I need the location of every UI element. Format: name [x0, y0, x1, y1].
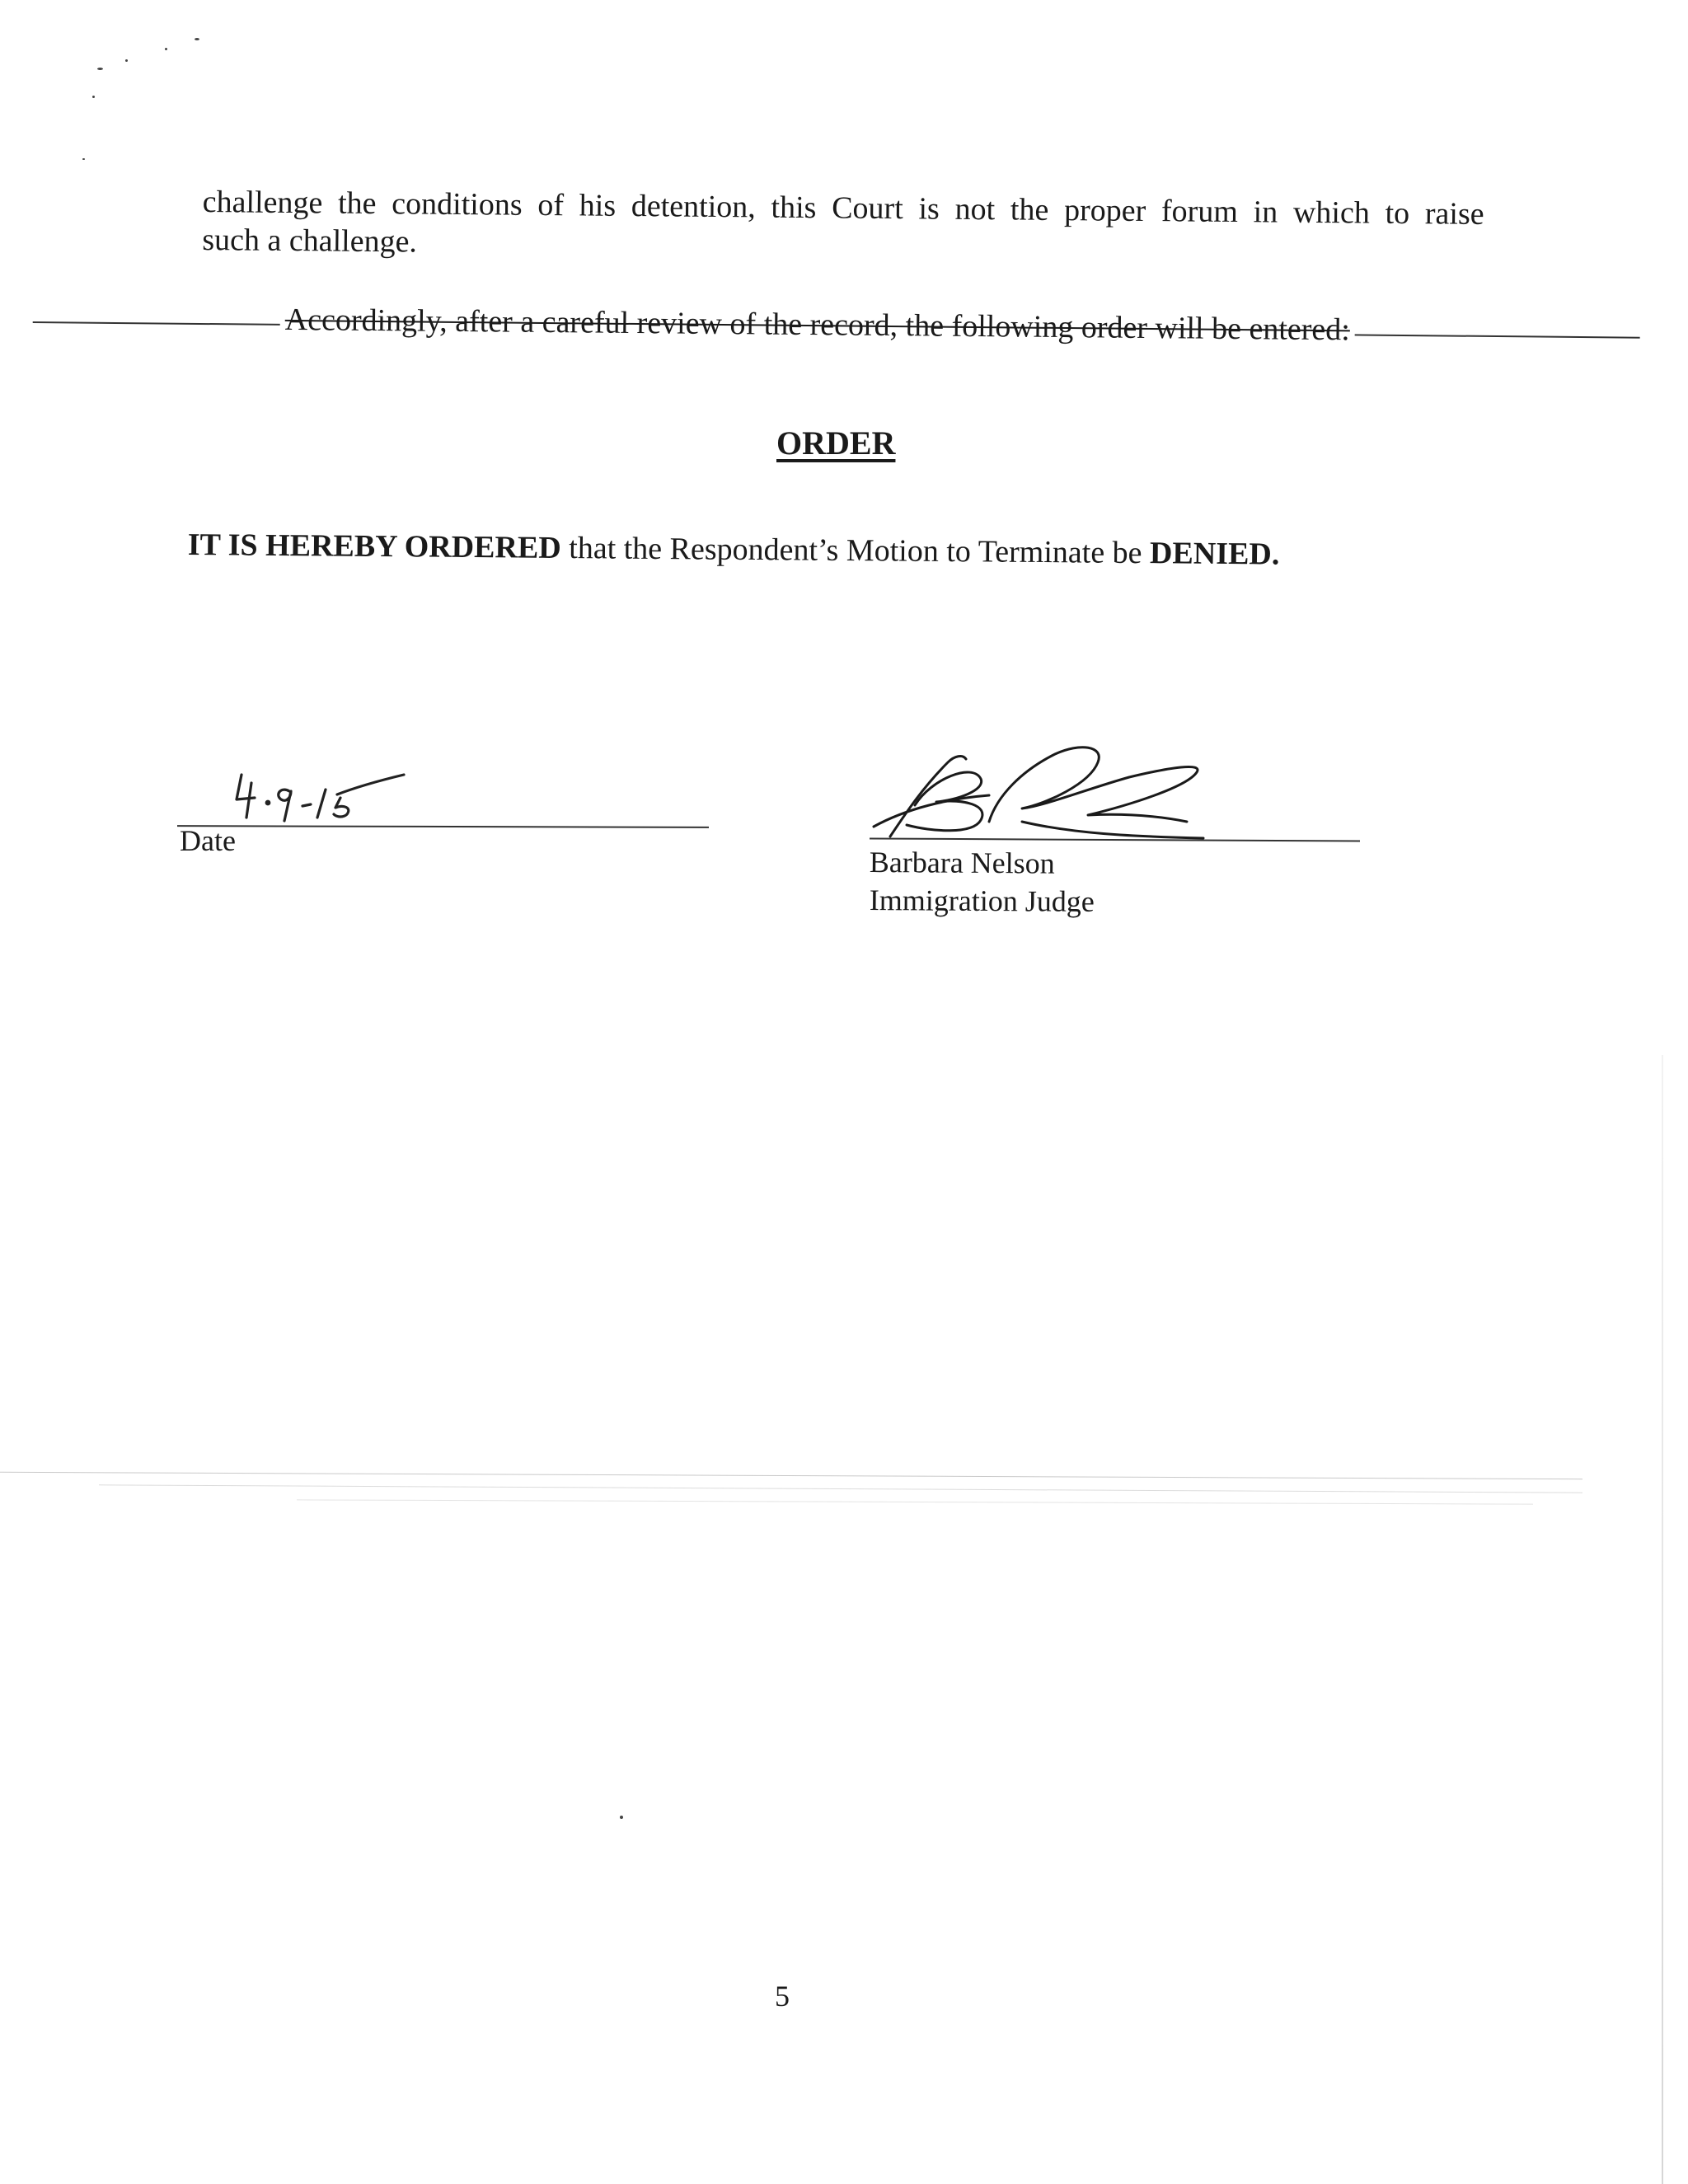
paragraph-line-2: such a challenge. [202, 222, 418, 260]
order-heading: ORDER [776, 424, 896, 462]
word: detention, [631, 188, 756, 225]
word: which [1292, 194, 1371, 231]
judge-name: Barbara Nelson [869, 845, 1055, 880]
word: Court [831, 190, 903, 227]
order-lead: IT IS HEREBY ORDERED [187, 527, 561, 565]
order-middle: that the Respondent’s Motion to Terminate be [560, 530, 1151, 571]
page-number: 5 [775, 1980, 790, 2013]
judge-title: Immigration Judge [869, 883, 1095, 918]
date-signature-line [177, 825, 709, 828]
word: is [918, 191, 940, 227]
scan-speck [125, 59, 128, 62]
word: this [771, 190, 817, 226]
word: challenge [202, 184, 323, 221]
date-label: Date [180, 824, 236, 857]
word: in [1253, 194, 1278, 230]
word: forum [1160, 194, 1239, 230]
scan-speck [620, 1816, 623, 1819]
scan-speck [92, 96, 95, 98]
struck-sentence: Accordingly, after a careful review of the record, the following order will be entered: [280, 301, 1356, 349]
struck-sentence-row [32, 298, 1639, 363]
word: to [1385, 195, 1410, 232]
scan-speck [165, 48, 167, 50]
word: the [337, 185, 377, 222]
order-result: DENIED. [1149, 536, 1280, 572]
scan-page-edge [1662, 1055, 1663, 2184]
scan-artifact-line [0, 1472, 1582, 1479]
word: raise [1424, 196, 1484, 232]
scan-speck [195, 38, 199, 40]
scan-speck [97, 68, 103, 70]
word: not [954, 191, 996, 227]
scan-artifact-line [297, 1499, 1533, 1504]
word: conditions [392, 186, 523, 223]
continuation-paragraph [202, 183, 1489, 271]
order-statement [188, 526, 1280, 574]
word: the [1010, 192, 1049, 227]
word: proper [1063, 193, 1146, 228]
scan-artifact-line [99, 1484, 1582, 1493]
word: his [579, 188, 617, 223]
word: of [537, 187, 565, 223]
judge-signature [857, 729, 1236, 845]
scan-speck [82, 158, 85, 160]
handwritten-date [235, 766, 408, 824]
